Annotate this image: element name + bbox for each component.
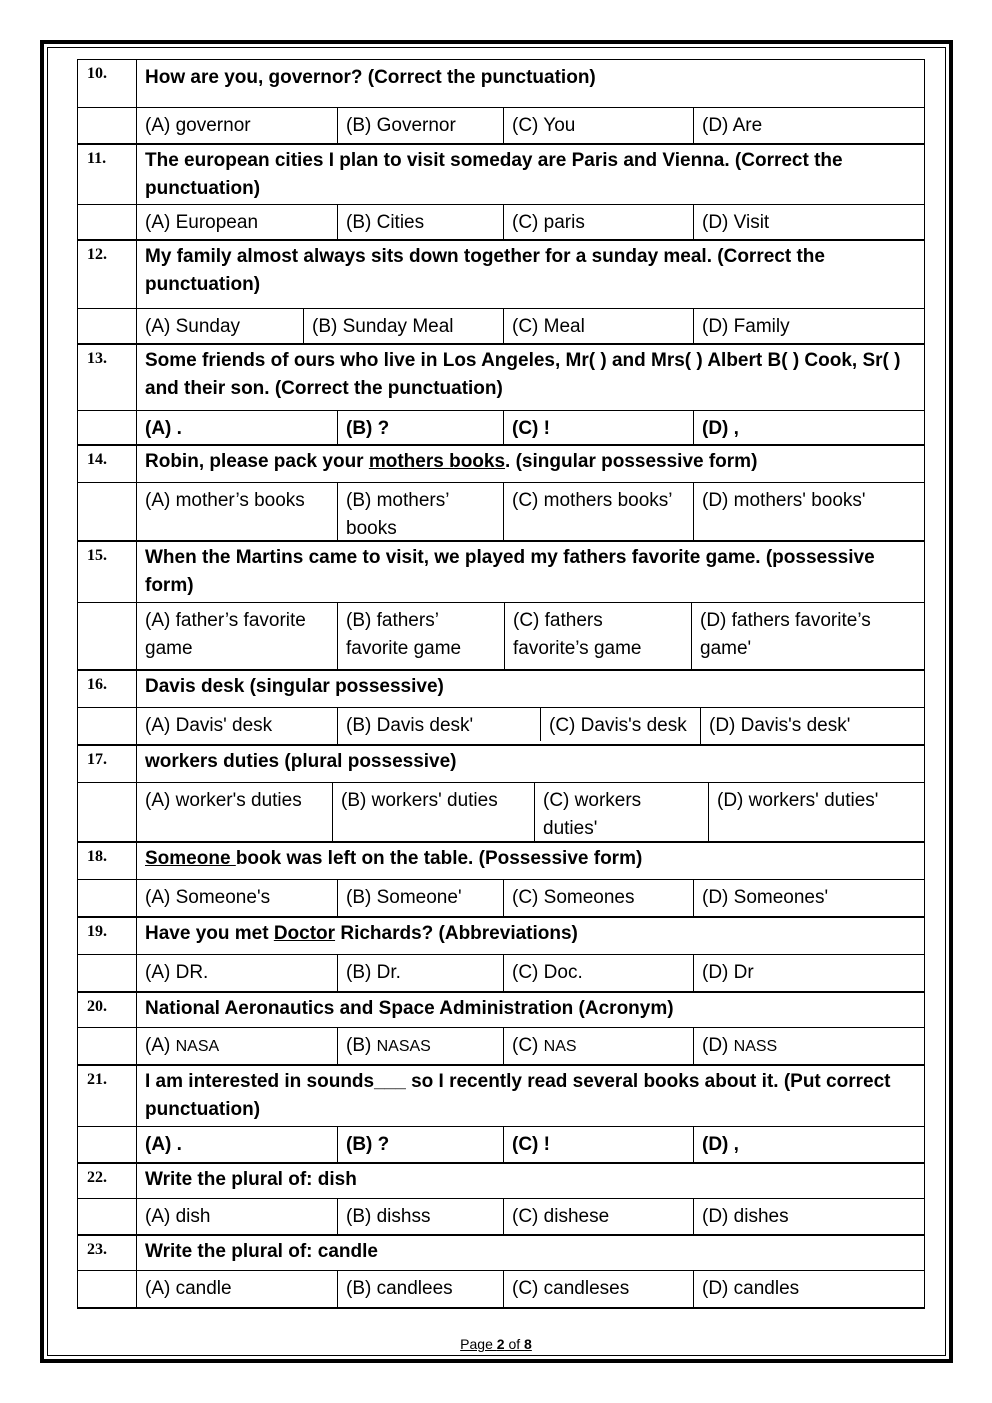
- option-letter: (B): [346, 1035, 377, 1056]
- question-text-end: Richards? (Abbreviations): [335, 923, 578, 944]
- option-a[interactable]: (A) Davis' desk: [145, 715, 273, 736]
- question-number: 13.: [78, 345, 137, 410]
- number-spacer: [78, 708, 137, 744]
- option-a[interactable]: (A) European: [145, 212, 259, 233]
- question-text-start: Have you met: [145, 923, 274, 944]
- current-page-number: 2: [496, 1336, 505, 1352]
- option-d[interactable]: (D) mothers' books': [693, 483, 924, 540]
- number-spacer: [78, 1127, 137, 1162]
- options-row: [78, 482, 924, 540]
- option-b[interactable]: (B) ?: [337, 411, 503, 444]
- option-c[interactable]: (C) !: [503, 411, 693, 444]
- options-row: [78, 707, 924, 744]
- option-letter: (D): [702, 1035, 734, 1056]
- option-a[interactable]: (A) worker's duties: [145, 790, 302, 811]
- option-a[interactable]: (A) dish: [145, 1206, 211, 1227]
- question-row: [78, 540, 924, 602]
- number-spacer: [78, 1028, 137, 1064]
- number-spacer: [78, 880, 137, 916]
- question-row: [78, 1162, 924, 1198]
- option-c[interactable]: (C) fathers favorite’s game: [504, 603, 691, 669]
- option-d[interactable]: (D) dishes: [693, 1199, 924, 1234]
- question-row: [78, 143, 924, 204]
- question-text: How are you, governor? (Correct the punctuation): [145, 67, 596, 88]
- question-number: 18.: [78, 843, 137, 879]
- option-d[interactable]: (D) fathers favorite’s game': [691, 603, 924, 669]
- option-d[interactable]: (D) Davis's desk': [700, 708, 924, 744]
- option-b[interactable]: [337, 1028, 503, 1064]
- option-a[interactable]: (A) .: [145, 418, 182, 439]
- option-a[interactable]: (A) Someone's: [145, 887, 271, 908]
- question-number: 14.: [78, 446, 137, 482]
- total-pages-number: 8: [524, 1336, 532, 1352]
- question-row: [78, 669, 924, 707]
- question-row: [78, 343, 924, 410]
- option-b[interactable]: (B) workers' duties: [332, 783, 534, 841]
- question-number: 23.: [78, 1236, 137, 1270]
- question-number: 20.: [78, 993, 137, 1027]
- question-number: 17.: [78, 746, 137, 782]
- question-row: [78, 916, 924, 954]
- options-row: [78, 879, 924, 916]
- option-c[interactable]: (C) Meal: [503, 309, 693, 343]
- option-d[interactable]: (D) Someones': [693, 880, 924, 916]
- question-text: Write the plural of: dish: [145, 1169, 357, 1190]
- question-row: [78, 444, 924, 482]
- question-row: [78, 991, 924, 1027]
- option-b[interactable]: (B) Davis desk': [337, 708, 540, 744]
- option-b[interactable]: (B) fathers’ favorite game: [337, 603, 504, 669]
- page-label: Page: [460, 1336, 497, 1352]
- underlined-phrase: Someone: [145, 848, 236, 869]
- option-a[interactable]: (A) candle: [145, 1278, 232, 1299]
- number-spacer: [78, 108, 137, 143]
- question-row: [78, 1234, 924, 1270]
- options-row: [78, 308, 924, 343]
- option-d[interactable]: (D) Dr: [693, 955, 924, 991]
- question-number: 15.: [78, 542, 137, 602]
- underlined-phrase: mothers books: [368, 451, 506, 472]
- option-a[interactable]: (A) DR.: [145, 962, 209, 983]
- question-number: 21.: [78, 1066, 137, 1126]
- option-a[interactable]: (A) Sunday: [145, 316, 241, 337]
- question-row: [78, 744, 924, 782]
- question-number: 10.: [78, 60, 137, 107]
- question-text: [137, 446, 924, 482]
- number-spacer: [78, 205, 137, 239]
- question-row: [78, 60, 924, 107]
- underlined-word: Doctor: [273, 923, 336, 944]
- option-c[interactable]: (C) workers duties': [534, 783, 708, 841]
- question-number: 22.: [78, 1164, 137, 1198]
- question-text: My family almost always sits down together for a sunday meal. (Correct the punctuation): [145, 246, 825, 295]
- number-spacer: [78, 309, 137, 343]
- question-text: I am interested in sounds___ so I recently read several books about it. (Put correct punctuation): [145, 1071, 891, 1120]
- option-b[interactable]: (B) Sunday Meal: [303, 309, 503, 343]
- options-row: [78, 1126, 924, 1162]
- options-row: [78, 602, 924, 669]
- question-text-start: Robin, please pack your: [145, 451, 369, 472]
- option-d[interactable]: (D) ,: [693, 1127, 924, 1162]
- number-spacer: [78, 411, 137, 444]
- option-value: NASS: [733, 1038, 778, 1055]
- question-number: 11.: [78, 145, 137, 204]
- question-number: 16.: [78, 671, 137, 707]
- question-row: [78, 1064, 924, 1126]
- options-row: [78, 954, 924, 991]
- option-letter: (A): [145, 1035, 176, 1056]
- options-row: [78, 1198, 924, 1234]
- questions-table: [77, 59, 925, 1309]
- question-row: [78, 841, 924, 879]
- number-spacer: [78, 783, 137, 841]
- options-row: [78, 782, 924, 841]
- option-a[interactable]: (A) father’s favorite game: [145, 610, 306, 659]
- question-text-end: . (singular possessive form): [505, 451, 758, 472]
- option-d[interactable]: (D) candles: [693, 1271, 924, 1307]
- option-d[interactable]: [693, 1028, 924, 1064]
- number-spacer: [78, 955, 137, 991]
- option-d[interactable]: (D) ,: [693, 411, 924, 444]
- option-c[interactable]: (C) Someones: [503, 880, 693, 916]
- question-text-end: book was left on the table. (Possessive form): [235, 848, 643, 869]
- option-d[interactable]: (D) Are: [693, 108, 924, 143]
- option-c[interactable]: (C) paris: [503, 205, 693, 239]
- option-a[interactable]: (A) .: [145, 1134, 182, 1155]
- option-b[interactable]: (B) Dr.: [337, 955, 503, 991]
- option-c[interactable]: [503, 1028, 693, 1064]
- option-c[interactable]: (C) mothers books’: [503, 483, 693, 540]
- of-label: of: [504, 1336, 525, 1352]
- question-row: [78, 239, 924, 308]
- option-b[interactable]: (B) mothers’ books: [337, 483, 503, 540]
- option-value: NAS: [543, 1038, 577, 1055]
- option-c[interactable]: (C) candleses: [503, 1271, 693, 1307]
- question-number: 12.: [78, 241, 137, 308]
- question-number: 19.: [78, 918, 137, 954]
- number-spacer: [78, 603, 137, 669]
- option-a[interactable]: (A) governor: [145, 115, 251, 136]
- question-text: When the Martins came to visit, we played my fathers favorite game. (possessive form): [145, 547, 875, 596]
- option-b[interactable]: (B) Someone': [337, 880, 503, 916]
- options-row: [78, 204, 924, 239]
- question-text: The european cities I plan to visit someday are Paris and Vienna. (Correct the punctuation): [145, 150, 843, 199]
- question-text: National Aeronautics and Space Administration (Acronym): [145, 998, 674, 1019]
- question-text: [137, 843, 924, 879]
- option-c[interactable]: (C) !: [503, 1127, 693, 1162]
- page-footer: [0, 1336, 992, 1352]
- option-d[interactable]: (D) Family: [693, 309, 924, 343]
- options-row: [78, 1027, 924, 1064]
- option-value: NASA: [175, 1038, 220, 1055]
- option-d[interactable]: (D) workers' duties': [708, 783, 924, 841]
- option-a[interactable]: (A) mother’s books: [145, 490, 305, 511]
- question-text: Write the plural of: candle: [145, 1241, 378, 1262]
- option-d[interactable]: (D) Visit: [693, 205, 924, 239]
- options-row: [78, 410, 924, 444]
- option-b[interactable]: (B) Cities: [337, 205, 503, 239]
- option-c[interactable]: (C) dishese: [503, 1199, 693, 1234]
- option-b[interactable]: (B) dishss: [337, 1199, 503, 1234]
- option-letter: (C): [512, 1035, 544, 1056]
- number-spacer: [78, 483, 137, 540]
- question-text: workers duties (plural possessive): [145, 751, 457, 772]
- options-row: [78, 1270, 924, 1307]
- option-c[interactable]: (C) Doc.: [503, 955, 693, 991]
- question-text: Davis desk (singular possessive): [145, 676, 444, 697]
- option-c[interactable]: (C) You: [503, 108, 693, 143]
- options-row: [78, 107, 924, 143]
- option-c[interactable]: (C) Davis's desk: [540, 708, 700, 741]
- question-text: [137, 918, 924, 954]
- option-value: NASAS: [376, 1038, 431, 1055]
- option-b[interactable]: (B) ?: [337, 1127, 503, 1162]
- question-text: Some friends of ours who live in Los Angeles, Mr( ) and Mrs( ) Albert B( ) Cook, Sr( ) and their son. (Correct the punctuation): [145, 350, 901, 399]
- option-a[interactable]: [137, 1028, 337, 1064]
- option-b[interactable]: (B) candlees: [337, 1271, 503, 1307]
- number-spacer: [78, 1199, 137, 1234]
- number-spacer: [78, 1271, 137, 1307]
- option-b[interactable]: (B) Governor: [337, 108, 503, 143]
